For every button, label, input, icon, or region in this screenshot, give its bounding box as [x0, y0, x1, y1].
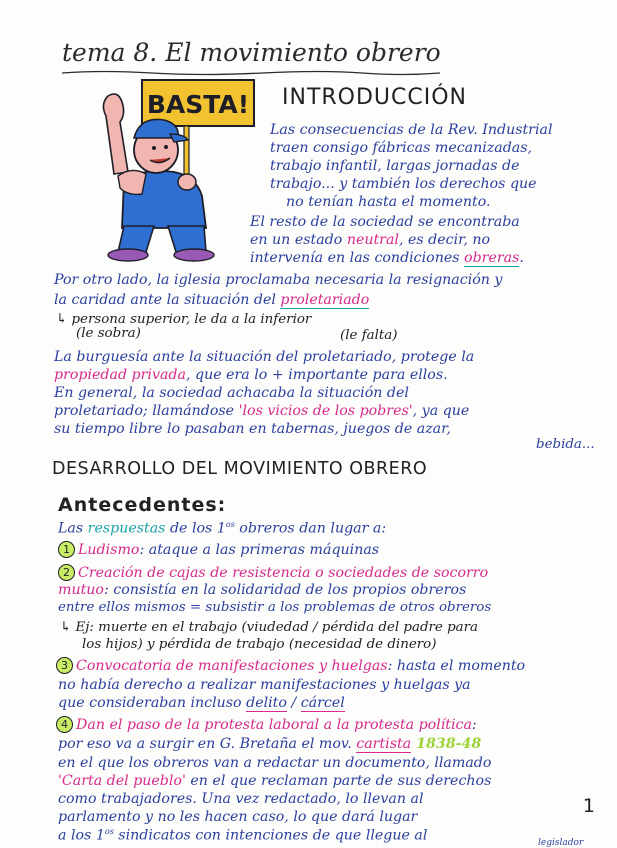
list-item-2-line-3: entre ellos mismos = subsistir a los problemas de otros obreros — [58, 600, 492, 615]
list-item-4-line-5: como trabajadores. Una vez redactado, lo llevan al — [58, 791, 424, 807]
society-line-2: en un estado neutral, es decir, no — [250, 232, 491, 248]
intro-line-3: trabajo infantil, largas jornadas de — [270, 158, 520, 174]
list-item-4-line-8: legislador — [538, 838, 584, 848]
item-number-2: 2 — [58, 564, 75, 581]
bourgeoisie-line-6: bebida... — [536, 437, 595, 452]
bourgeoisie-line-4: proletariado; llamándose 'los vicios de los pobres', ya que — [54, 403, 470, 419]
bourgeoisie-line-2: propiedad privada, que era lo + importante para ellos. — [54, 367, 448, 383]
list-item-4-line-4: 'Carta del pueblo' en el que reclaman parte de sus derechos — [58, 773, 492, 789]
church-line-1: Por otro lado, la iglesia proclamaba necesaria la resignación y — [54, 272, 503, 288]
worker-protest-illustration — [84, 76, 264, 264]
intro-line-1: Las consecuencias de la Rev. Industrial — [270, 122, 553, 138]
intro-line-2: traen consigo fábricas mecanizadas, — [270, 140, 533, 156]
item-number-3: 3 — [56, 657, 73, 674]
list-item-3: 3 Convocatoria de manifestaciones y huelgas: hasta el momento — [56, 657, 525, 674]
church-line-2: la caridad ante la situación del proletariado — [54, 292, 370, 308]
item-number-1: 1 — [58, 541, 75, 558]
church-note-right: (le falta) — [340, 328, 398, 343]
church-line-3: ↳ persona superior, le da a la inferior — [56, 312, 312, 327]
item-number-4: 4 — [56, 716, 73, 733]
list-item-2: 2 Creación de cajas de resistencia o sociedades de socorro — [58, 564, 488, 581]
section-desarrollo: DESARROLLO DEL MOVIMIENTO OBRERO — [52, 459, 428, 479]
list-item-2-line-4: ↳ Ej: muerte en el trabajo (viudedad / pérdida del padre para — [60, 620, 479, 635]
list-item-1: 1 Ludismo: ataque a las primeras máquinas — [58, 541, 379, 558]
list-item-4: 4 Dan el paso de la protesta laboral a la protesta política: — [56, 716, 477, 733]
list-item-4-line-6: parlamento y no les hacen caso, lo que dará lugar — [58, 809, 418, 825]
antecedentes-intro: Las respuestas de los $1^{os}$ obreros dan lugar a: — [58, 520, 387, 537]
society-line-3: intervenía en las condiciones obreras. — [250, 250, 524, 266]
heading-antecedentes: Antecedentes: — [58, 494, 227, 516]
intro-line-5: no tenían hasta el momento. — [286, 194, 491, 210]
bourgeoisie-line-1: La burguesía ante la situación del proletariado, protege la — [54, 349, 475, 365]
list-item-4-line-7: a los $1^{os}$ sindicatos con intenciones de que llegue al — [58, 827, 428, 844]
list-item-2-line-5: los hijos) y pérdida de trabajo (necesidad de dinero) — [82, 637, 437, 652]
list-item-3-line-3: que consideraban incluso delito / cárcel — [58, 695, 345, 711]
list-item-4-line-3: en el que los obreros van a redactar un documento, llamado — [58, 755, 492, 771]
church-note-left: (le sobra) — [76, 326, 141, 341]
section-introduccion: INTRODUCCIÓN — [282, 85, 468, 110]
list-item-2-line-2: mutuo: consistía en la solidaridad de los propios obreros — [58, 582, 467, 598]
page-number: 1 — [582, 795, 595, 817]
list-item-3-line-2: no había derecho a realizar manifestaciones y huelgas ya — [58, 677, 471, 693]
bourgeoisie-line-5: su tiempo libre lo pasaban en tabernas, juegos de azar, — [54, 421, 451, 437]
list-item-4-line-2: por eso va a surgir en G. Bretaña el mov. cartista 1838-48 — [58, 736, 482, 752]
bourgeoisie-line-3: En general, la sociedad achacaba la situación del — [54, 385, 409, 401]
page-title: tema 8. El movimiento obrero — [62, 38, 441, 67]
intro-line-4: trabajo... y también los derechos que — [270, 176, 537, 192]
sign-label: BASTA! — [146, 90, 250, 119]
society-line-1: El resto de la sociedad se encontraba — [250, 214, 520, 230]
